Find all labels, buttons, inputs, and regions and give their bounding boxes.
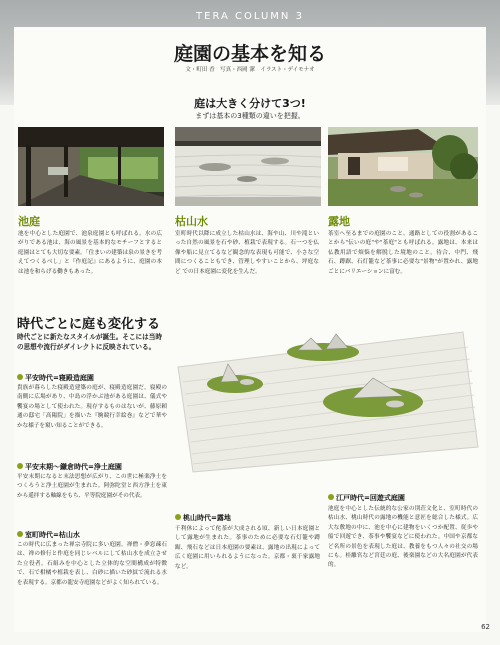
era-heian-label: 平安時代=寝殿造庭園 [25, 374, 94, 382]
bullet-icon [17, 374, 23, 380]
column-label: TERA COLUMN 3 [196, 11, 304, 22]
era-edo [328, 493, 405, 503]
era-muromachi-label: 室町時代=枯山水 [25, 531, 80, 539]
karesansui-drawing [163, 312, 483, 477]
era-momoyama [175, 513, 231, 523]
subheading-note: まずは基本の3種類の違いを把握。 [195, 112, 305, 120]
text-pond-garden: 池を中心とした庭園で、池泉庭園とも呼ばれる。水の広がりである池は、海の風景を基本的なモチーフとすると庭園はとても大切な要素。「住まいの建築は泉の景きを考えてつくるべし」と『作庭記』にあるように、庭園の本は池を和らげる働きもあった。 [18, 231, 162, 275]
era-edo-label: 江戸時代=回遊式庭園 [336, 494, 405, 502]
era-muromachi-text: この時代に広まった禅宗寺院に多い庭園。禅僧・夢窓疎石は、禅の修行と作庭を同じレベルにして枯山水を成立させた立役者。石組みを中心とした立体的な空間構成が特徴で、石で柑橘や植栽を表し、白砂に描いた砂紋で流れる水を表現する。京都の龍安寺庭園などがよく知られている。 [17, 542, 167, 586]
era-late-heian-text: 平安末期になると末法思想が広がり、この世に極楽浄土をつくろうと浄土庭園が生まれた。阿弥陀堂と西方浄土を東から遥拝する軸線をもち、平等院庭園がその代表。 [17, 474, 167, 499]
article-title: 庭園の基本を知る [173, 43, 326, 65]
section-intro: 時代ごとに新たなスタイルが誕生。そこには当時の思想や流行がダイレクトに反映されている。 [17, 333, 162, 351]
era-muromachi [17, 530, 80, 540]
text-dry-garden: 室町時代以降に成立した枯山水は、海や山、川や滝といった自然の風景を石や砂、植栽で表現する。石一つを仏像や船に見立てるなど観念的な表現も可能で、小さな空間につくることもでき、管理しやすいことから、坪庭など での日本庭園に変化を生んだ。 [175, 231, 319, 275]
era-momoyama-label: 桃山時代=露地 [183, 514, 231, 522]
bullet-icon [175, 514, 181, 520]
page-number: 62 [481, 623, 490, 631]
bullet-icon [17, 531, 23, 537]
credits: 文・町田 香 写真・西岡 潔 イラスト・デイモナオ [185, 67, 315, 73]
era-late-heian [17, 462, 122, 472]
photo-pond-garden [18, 127, 164, 206]
subheading: 庭は大きく分けて3つ! [194, 97, 306, 110]
tea-garden-image [328, 127, 478, 206]
pond-garden-image [18, 127, 164, 206]
section-title: 時代ごとに庭も変化する [17, 317, 161, 332]
caption-dry-garden: 枯山水 [175, 215, 208, 228]
era-late-heian-label: 平安末期〜鎌倉時代=浄土庭園 [25, 463, 122, 471]
era-momoyama-text: 千利休によって侘茶が大成される頃、新しい日本庭園として露地が生まれた。茶事のために必要な石灯籠や蹲踞、飛石などは日本庭園の要素は、露地の出現によって広く庭園に用いられるようになった。京都・裏千家露地など。 [175, 526, 320, 570]
text-tea-garden: 茶室へ至るまでの庭園のこと。通路としての役割があることから"伝いの庭"や"茶庭"とも呼ばれる。露地は、本来は仏教用語で煩悩を解脱した境地のこと。待合、中門、飛石、蹲踞、石灯籠など茶事に必要な"景物"が置かれ、露地ごとにバリエーションに富む。 [328, 231, 478, 275]
bullet-icon [328, 494, 334, 500]
photo-dry-garden [175, 127, 321, 206]
era-edo-text: 池庭を中心とした伝統的な公家の別荘文化と、室町時代の枯山水、桃山時代の露地の機能と意匠を総合した様式。広大な敷地の中に、池を中心に建物をいくつか配置、従歩や船で回遊でき、茶事や饗宴などに使われた。中国や京都など名所の景色を表現した庭は、教養をもつ人々の社交の場にも。桂離宮など宮廷の庭、後楽園などの大名庭園が代表的。 [328, 506, 478, 569]
era-heian-text: 貴族が暮らした寝殿造建築の庭が、寝殿造庭園だ。寝殿の南側に広場があり、中島の浮かぶ池がある庭園は、儀式や饗宴の場として使われた。現存するものはないが、藤原頼通の邸宅「高陽院」を描いた『駒競行幸絵巻』などで華やかな様子を窺い知ることができる。 [17, 385, 167, 429]
era-heian [17, 373, 94, 383]
dry-garden-image [175, 127, 321, 206]
photo-tea-garden [328, 127, 478, 206]
caption-pond-garden: 池庭 [18, 215, 40, 228]
caption-tea-garden: 露地 [328, 215, 350, 228]
karesansui-illustration [163, 312, 483, 477]
bullet-icon [17, 463, 23, 469]
